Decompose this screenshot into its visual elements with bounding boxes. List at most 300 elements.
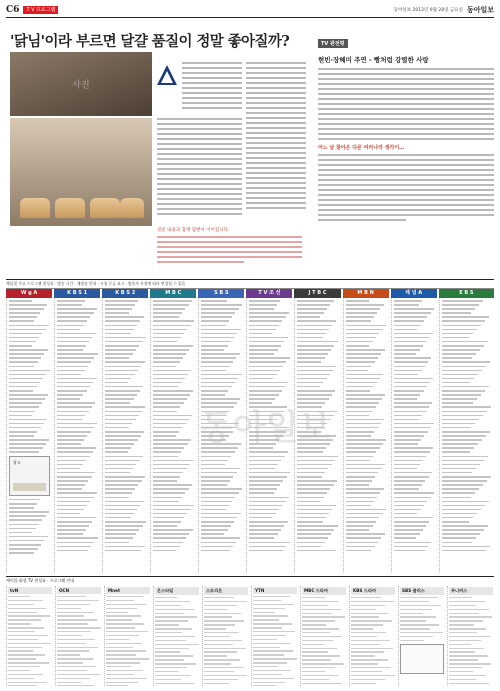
listing-line xyxy=(449,648,484,649)
listing-line xyxy=(253,650,293,651)
listing-line xyxy=(400,620,426,621)
listing-line xyxy=(201,550,229,552)
listing-line xyxy=(297,517,325,519)
listing-line xyxy=(153,456,178,458)
listing-line xyxy=(346,550,372,552)
listing-line xyxy=(346,451,377,453)
listing-line xyxy=(400,597,438,598)
cable-channel-header: 스토리온 xyxy=(204,587,248,595)
listing-line xyxy=(57,382,93,384)
listing-line xyxy=(449,640,481,641)
listing-line xyxy=(153,378,185,380)
listing-line xyxy=(201,525,231,527)
listing-line xyxy=(9,390,33,392)
listing-line xyxy=(8,643,51,644)
listing-line xyxy=(442,353,476,355)
listing-line xyxy=(105,357,129,359)
listing-line xyxy=(106,678,147,679)
channel-header: M B C xyxy=(150,289,196,298)
listing-line xyxy=(253,682,285,683)
listing-line xyxy=(253,685,276,686)
listing-line xyxy=(153,312,182,314)
listing-line xyxy=(105,325,137,327)
listing-line xyxy=(351,644,380,645)
listing-line xyxy=(394,320,424,322)
listing-line xyxy=(57,419,82,421)
listing-line xyxy=(153,415,192,417)
listing-line xyxy=(394,390,424,392)
listing-line xyxy=(153,357,183,359)
listing-line xyxy=(442,316,490,318)
listing-line xyxy=(249,517,272,519)
listing-line xyxy=(9,519,42,521)
listing-line xyxy=(297,374,329,376)
listing-line xyxy=(9,499,40,501)
listing-line xyxy=(155,632,182,633)
listing-line xyxy=(106,623,144,624)
listing-line xyxy=(8,662,49,663)
listing-line xyxy=(204,648,246,649)
listing-line xyxy=(105,345,139,347)
listing-line xyxy=(153,406,180,408)
listing-line xyxy=(249,374,276,376)
listing-line xyxy=(204,675,247,676)
listing-line xyxy=(153,345,192,347)
listing-line xyxy=(346,435,371,437)
listing-line xyxy=(153,333,184,335)
listing-line xyxy=(204,597,234,598)
listing-line xyxy=(442,447,474,449)
channel-header: K B S 1 xyxy=(54,289,100,298)
listing-line xyxy=(9,402,42,404)
listing-line xyxy=(204,683,229,684)
listing-line xyxy=(57,406,92,408)
listing-line xyxy=(8,627,44,628)
listing-line xyxy=(297,505,335,507)
listing-line xyxy=(449,609,489,610)
listing-line xyxy=(9,353,44,355)
listing-line xyxy=(442,505,486,507)
listing-line xyxy=(201,333,237,335)
listing-line xyxy=(9,361,38,363)
side-column xyxy=(318,30,494,224)
listing-line xyxy=(201,468,240,470)
listing-line xyxy=(105,439,137,441)
listing-line xyxy=(8,635,48,636)
listing-line xyxy=(249,300,280,302)
listing-line xyxy=(155,675,191,676)
listing-line xyxy=(9,435,34,437)
cable-channel-header: SBS 플러스 xyxy=(400,587,444,595)
listing-line xyxy=(346,542,378,544)
listing-line xyxy=(394,488,419,490)
cable-channel-header: 온스타일 xyxy=(155,587,199,595)
listing-line xyxy=(249,464,278,466)
listing-line xyxy=(442,509,482,511)
listing-line xyxy=(297,472,325,474)
listing-line xyxy=(9,447,43,449)
listing-line xyxy=(302,632,330,633)
listing-line xyxy=(57,427,94,429)
listing-line xyxy=(249,394,278,396)
listing-line xyxy=(9,341,36,343)
listing-line xyxy=(394,435,425,437)
listing-line xyxy=(249,361,286,363)
listing-line xyxy=(106,647,133,648)
listing-line xyxy=(201,353,239,355)
listing-line xyxy=(249,341,284,343)
top-rule xyxy=(6,17,494,18)
listing-line xyxy=(57,366,88,368)
listing-line xyxy=(442,476,491,478)
listing-line xyxy=(249,312,288,314)
listing-line xyxy=(9,406,39,408)
listing-line xyxy=(8,685,37,686)
channel-header: J T B C xyxy=(294,289,340,298)
bread-loaf xyxy=(90,198,120,218)
listing-line xyxy=(394,402,433,404)
listing-line xyxy=(297,492,327,494)
listing-line xyxy=(57,345,86,347)
listing-line xyxy=(449,613,479,614)
listing-line xyxy=(105,513,134,515)
listing-line xyxy=(105,333,130,335)
listing-line xyxy=(204,655,227,656)
listing-line xyxy=(442,533,480,535)
listing-line xyxy=(105,521,146,523)
listing-line xyxy=(8,623,31,624)
listing-line xyxy=(153,509,190,511)
listing-line xyxy=(253,619,279,620)
listing-line xyxy=(394,394,421,396)
listing-line xyxy=(346,546,375,548)
listing-line xyxy=(155,613,184,614)
listing-line xyxy=(249,497,288,499)
listing-line xyxy=(394,411,426,413)
listing-line xyxy=(153,476,180,478)
listing-line xyxy=(57,439,84,441)
listing-line xyxy=(9,524,39,526)
listing-line xyxy=(9,349,48,351)
listing-line xyxy=(442,492,475,494)
listing-line xyxy=(57,357,94,359)
listing-line xyxy=(105,537,133,539)
channel-listings xyxy=(439,298,494,573)
listing-line xyxy=(302,640,333,641)
listing-line xyxy=(9,515,46,517)
listing-line xyxy=(249,366,283,368)
listing-line xyxy=(442,366,487,368)
listing-line xyxy=(346,406,376,408)
listing-line xyxy=(105,337,146,339)
listing-line xyxy=(297,304,330,306)
listing-line xyxy=(394,361,429,363)
listing-line xyxy=(105,501,144,503)
listing-line xyxy=(253,654,284,655)
listing-line xyxy=(253,615,288,616)
listing-line xyxy=(253,647,280,648)
listing-line xyxy=(442,390,485,392)
listing-line xyxy=(201,497,235,499)
cable-column xyxy=(153,586,200,686)
listing-line xyxy=(442,550,487,552)
listing-line xyxy=(297,300,333,302)
listing-line xyxy=(449,679,476,680)
channel-column xyxy=(54,289,100,573)
bread-loaf xyxy=(120,198,144,218)
listing-line xyxy=(346,370,369,372)
listing-line xyxy=(57,378,96,380)
channel-column xyxy=(391,289,437,573)
article-column-1b xyxy=(157,118,242,218)
listing-line xyxy=(249,505,282,507)
listing-line xyxy=(201,320,229,322)
listing-line xyxy=(105,431,144,433)
listing-line xyxy=(57,464,83,466)
listing-line xyxy=(57,304,82,306)
cable-channel-header: 투니버스 xyxy=(449,587,493,595)
listing-line xyxy=(394,484,422,486)
listing-line xyxy=(346,353,382,355)
listing-line xyxy=(9,345,32,347)
listing-line xyxy=(201,505,229,507)
article-column-1 xyxy=(182,62,242,112)
listing-line xyxy=(153,423,185,425)
listing-line xyxy=(204,613,241,614)
listing-line xyxy=(442,456,489,458)
listing-line xyxy=(105,447,131,449)
listing-line xyxy=(346,300,369,302)
listing-line xyxy=(249,476,286,478)
listing-line xyxy=(105,542,129,544)
listing-line xyxy=(442,419,480,421)
listing-line xyxy=(346,509,386,511)
listing-line xyxy=(249,542,289,544)
listing-line xyxy=(449,597,472,598)
listing-line xyxy=(249,308,273,310)
cable-channel-header: YTN xyxy=(253,587,297,594)
listing-line xyxy=(8,604,34,605)
listing-line xyxy=(105,370,138,372)
listing-line xyxy=(346,308,381,310)
channel-header: S B S xyxy=(198,289,244,298)
listing-line xyxy=(9,411,35,413)
listing-line xyxy=(442,546,491,548)
bread-loaf xyxy=(20,198,50,218)
listing-line xyxy=(106,627,135,628)
listing-line xyxy=(106,654,136,655)
listing-line xyxy=(57,468,80,470)
listing-line xyxy=(155,616,197,617)
listing-line xyxy=(57,390,87,392)
listing-line xyxy=(297,525,337,527)
listing-line xyxy=(57,537,98,539)
listing-line xyxy=(253,658,297,659)
cable-column xyxy=(6,586,53,686)
listing-line xyxy=(400,609,432,610)
listing-line xyxy=(442,460,485,462)
listing-line xyxy=(57,300,85,302)
listing-line xyxy=(351,620,392,621)
listing-line xyxy=(105,341,142,343)
listing-line xyxy=(253,631,295,632)
listing-line xyxy=(105,308,132,310)
listing-line xyxy=(155,628,192,629)
listing-line xyxy=(57,333,96,335)
listing-line xyxy=(9,548,38,550)
listing-line xyxy=(153,300,192,302)
listing-line xyxy=(351,605,385,606)
listing-line xyxy=(106,682,138,683)
listing-line xyxy=(442,308,475,310)
listing-line xyxy=(449,601,485,602)
listing-line xyxy=(346,492,381,494)
listing-line xyxy=(346,501,374,503)
qa-box xyxy=(157,228,302,266)
listing-line xyxy=(201,316,232,318)
listing-line xyxy=(201,492,238,494)
listing-line xyxy=(346,411,373,413)
listing-line xyxy=(9,386,37,388)
listing-line xyxy=(394,337,430,339)
listing-line xyxy=(394,492,434,494)
listing-line xyxy=(302,616,345,617)
listing-line xyxy=(106,635,139,636)
listing-line xyxy=(394,476,429,478)
listing-line xyxy=(346,415,369,417)
listing-line xyxy=(57,608,81,609)
listing-line xyxy=(155,601,190,602)
listing-line xyxy=(442,451,470,453)
listing-line xyxy=(249,320,282,322)
listing-line xyxy=(302,675,338,676)
listing-line xyxy=(57,415,85,417)
qa-text: 질문 내용과 함께 답변이 이어집니다. xyxy=(157,228,230,233)
listing-line xyxy=(449,636,490,637)
listing-line xyxy=(297,464,331,466)
listing-line xyxy=(442,325,482,327)
listing-line xyxy=(106,666,131,667)
listing-line xyxy=(346,316,374,318)
listing-line xyxy=(394,304,419,306)
channel-header: W g A xyxy=(6,289,52,298)
listing-line xyxy=(201,308,238,310)
listing-line xyxy=(249,382,288,384)
listing-line xyxy=(297,488,330,490)
listing-line xyxy=(105,460,140,462)
listing-line xyxy=(442,525,488,527)
listing-line xyxy=(57,488,82,490)
listing-line xyxy=(394,529,423,531)
listing-line xyxy=(302,609,341,610)
listing-line xyxy=(346,456,374,458)
listing-line xyxy=(8,654,45,655)
cable-channel-header: MBC 드라마 xyxy=(302,587,346,595)
listing-line xyxy=(297,394,332,396)
listing-line xyxy=(253,635,286,636)
listing-line xyxy=(155,659,184,660)
listing-line xyxy=(249,533,277,535)
listing-line xyxy=(394,525,426,527)
listing-line xyxy=(351,675,395,676)
listing-line xyxy=(442,411,488,413)
listing-line xyxy=(204,620,244,621)
listing-line xyxy=(9,357,41,359)
listing-line xyxy=(449,651,475,652)
listing-line xyxy=(249,304,277,306)
listing-line xyxy=(106,615,141,616)
listing-line xyxy=(201,349,224,351)
listing-line xyxy=(442,542,472,544)
listing-line xyxy=(153,419,189,421)
listing-line xyxy=(204,628,226,629)
listing-line xyxy=(153,394,190,396)
listing-line xyxy=(249,537,274,539)
listing-line xyxy=(394,386,427,388)
cable-column xyxy=(349,586,396,686)
listing-line xyxy=(346,325,386,327)
listing-line xyxy=(57,654,80,655)
listing-line xyxy=(201,451,234,453)
listing-line xyxy=(249,316,285,318)
listing-line xyxy=(449,671,473,672)
listing-line xyxy=(297,390,335,392)
listing-line xyxy=(153,390,193,392)
listing-line xyxy=(351,624,383,625)
side-tag: TV 관전평 xyxy=(318,39,348,48)
listing-line xyxy=(346,497,378,499)
listing-line xyxy=(249,337,287,339)
listing-line xyxy=(249,525,284,527)
listing-line xyxy=(153,460,193,462)
channel-listings xyxy=(6,298,52,573)
listing-line xyxy=(105,329,134,331)
listing-line xyxy=(153,329,187,331)
listing-line xyxy=(57,394,83,396)
listing-line xyxy=(346,382,377,384)
listing-line xyxy=(253,608,285,609)
listing-line xyxy=(449,655,488,656)
listing-line xyxy=(346,361,375,363)
listing-line xyxy=(105,456,143,458)
listing-line xyxy=(297,537,327,539)
listing-line xyxy=(153,468,186,470)
listing-line xyxy=(400,613,423,614)
listing-line xyxy=(394,378,434,380)
listing-line xyxy=(394,366,425,368)
listing-line xyxy=(9,423,44,425)
listing-line xyxy=(153,304,188,306)
listing-line xyxy=(442,521,470,523)
cable-column xyxy=(55,586,102,686)
listing-line xyxy=(394,542,432,544)
listing-line xyxy=(57,647,98,648)
listing-line xyxy=(105,419,135,421)
listing-line xyxy=(351,683,376,684)
listing-line xyxy=(105,390,140,392)
listing-line xyxy=(346,366,372,368)
listing-line xyxy=(297,546,321,548)
listing-line xyxy=(351,648,393,649)
listing-line xyxy=(249,550,283,552)
listing-line xyxy=(153,308,185,310)
channel-header: T V 조 선 xyxy=(246,289,292,298)
listing-line xyxy=(297,497,323,499)
listing-line xyxy=(57,402,95,404)
listing-line xyxy=(297,349,331,351)
channel-listings xyxy=(343,298,389,573)
listing-line xyxy=(106,604,146,605)
